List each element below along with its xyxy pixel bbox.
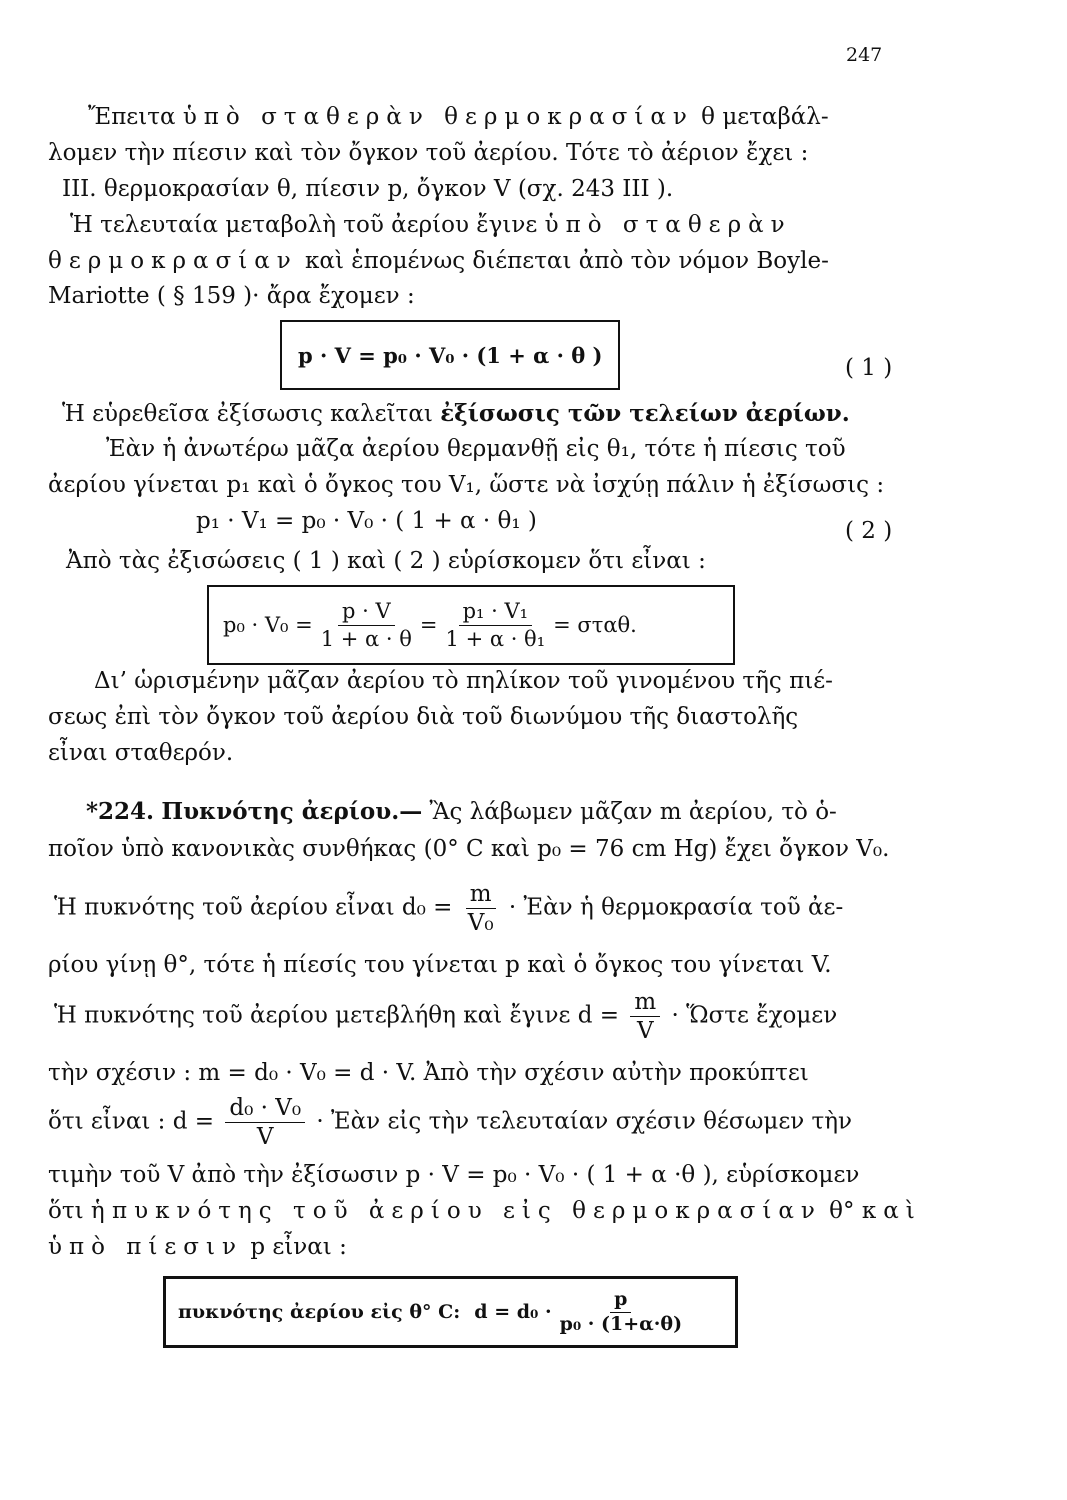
text-line: Mariotte ( § 159 )· ἄρα ἔχομεν : <box>48 283 415 309</box>
bold-term: ἐξίσωσις τῶν τελείων ἀερίων. <box>440 400 850 427</box>
text-line <box>70 212 792 238</box>
fraction-numerator: p · V <box>338 600 395 625</box>
text-run: ὅτι ἡ <box>48 1198 112 1224</box>
text-line <box>88 104 829 130</box>
text-run: ὅτι εἶναι : d = <box>48 1108 215 1135</box>
fraction-denominator: p₀ · (1+α·θ) <box>559 1312 683 1335</box>
text-line: τιμὴν τοῦ V ἀπὸ τὴν ἐξίσωσιν p · V = p₀ · V₀ · ( 1 + α ·θ ), εὑρίσκομεν <box>48 1162 860 1188</box>
fraction-denominator: 1 + α · θ <box>320 626 412 651</box>
text-run: Ἡ τελευταία μεταβολὴ τοῦ ἀερίου ἔγινε <box>70 212 545 238</box>
text-line: ρίου γίνῃ θ°, τότε ἡ πίεσίς του γίνεται p καὶ ὁ ὄγκος του γίνεται V. <box>48 952 832 978</box>
fraction-numerator: d₀ · V₀ <box>225 1096 305 1123</box>
text-line <box>48 1234 347 1260</box>
equation-lhs: p₀ · V₀ = <box>223 613 313 637</box>
fraction-numerator: p <box>610 1290 631 1313</box>
equation-text: p · V = p₀ · V₀ · (1 + α · θ ) <box>298 342 603 368</box>
spaced-text: καὶ <box>861 1198 922 1224</box>
equation-box-3 <box>207 585 735 665</box>
fraction <box>556 1287 686 1335</box>
text-line: III. θερμοκρασίαν θ, πίεσιν p, ὄγκον V (σχ. 243 III ). <box>62 176 674 202</box>
text-run: Ἂς λάβωμεν μᾶζαν m ἀερίου, τὸ ὁ- <box>422 799 837 825</box>
spaced-text: ὑπὸ σταθερὰν θερμοκρασίαν <box>182 104 694 130</box>
fraction-numerator: m <box>466 882 496 909</box>
density-formula-box <box>163 1276 738 1348</box>
equation-box-1 <box>280 320 620 390</box>
equation-rhs: = σταθ. <box>553 613 637 637</box>
section-title: Πυκνότης ἀερίου.— <box>161 798 423 825</box>
equals-sign: = <box>419 613 438 637</box>
text-run: Ἡ εὑρεθεῖσα ἐξίσωσις καλεῖται <box>62 401 441 427</box>
fraction-denominator: V <box>636 1018 654 1045</box>
spaced-text: θερμοκρασίαν <box>48 248 298 274</box>
text-run: p εἶναι : <box>243 1234 347 1260</box>
equation-line-2: p₁ · V₁ = p₀ · V₀ · ( 1 + α · θ₁ ) <box>196 508 537 534</box>
formula-lhs: d = d₀ · <box>474 1301 552 1323</box>
fraction-denominator: 1 + α · θ₁ <box>445 626 546 651</box>
fraction-numerator: p₁ · V₁ <box>459 600 532 625</box>
equation-number: ( 1 ) <box>845 355 893 381</box>
text-line: σεως ἐπὶ τὸν ὄγκον τοῦ ἀερίου διὰ τοῦ διωνύμου τῆς διαστολῆς <box>48 704 799 730</box>
text-run: Ἡ πυκνότης τοῦ ἀερίου εἶναι d₀ = <box>54 894 453 921</box>
text-line: τὴν σχέσιν : m = d₀ · V₀ = d · V. Ἀπὸ τὴν σχέσιν αὐτὴν προκύπτει <box>48 1060 809 1086</box>
text-line <box>62 400 850 427</box>
text-run: θ° <box>821 1198 862 1224</box>
text-line: ποῖον ὑπὸ κανονικὰς συνθήκας (0° C καὶ p₀ = 76 cm Hg) ἔχει ὄγκον V₀. <box>48 836 890 862</box>
section-number: *224. <box>86 798 155 825</box>
text-line: Ἀπὸ τὰς ἐξισώσεις ( 1 ) καὶ ( 2 ) εὑρίσκομεν ὅτι εἶναι : <box>66 548 706 574</box>
section-heading-line <box>86 798 837 825</box>
text-run: · Ἐὰν ἡ θερμοκρασία τοῦ ἀε- <box>508 894 844 921</box>
fraction <box>464 882 498 935</box>
text-line <box>48 248 829 274</box>
text-line <box>48 1198 922 1224</box>
spaced-text: ὑπὸ σταθερὰν <box>544 212 792 238</box>
text-run: · Ἐὰν εἰς τὴν τελευταίαν σχέσιν θέσωμεν τὴν <box>316 1108 853 1135</box>
text-line <box>54 882 843 935</box>
text-line: εἶναι σταθερόν. <box>48 740 234 766</box>
fraction <box>442 600 550 649</box>
spaced-text: ὑπὸ πίεσιν <box>48 1234 244 1260</box>
text-line <box>48 1096 852 1149</box>
fraction <box>225 1096 305 1149</box>
text-line: Ἐὰν ἡ ἀνωτέρω μᾶζα ἀερίου θερμανθῇ εἰς θ₁, τότε ἡ πίεσις τοῦ <box>106 436 846 462</box>
fraction-denominator: V₀ <box>467 910 494 937</box>
fraction-denominator: V <box>256 1124 274 1151</box>
text-line: Δι’ ὡρισμένην μᾶζαν ἀερίου τὸ πηλίκον τοῦ γινομένου τῆς πιέ- <box>94 668 833 694</box>
text-line: ἀερίου γίνεται p₁ καὶ ὁ ὄγκος του V₁, ὥστε νὰ ἰσχύῃ πάλιν ἡ ἐξίσωσις : <box>48 472 885 498</box>
spaced-text: πυκνότης τοῦ ἀερίου εἰς θερμοκρασίαν <box>112 1198 822 1224</box>
fraction-numerator: m <box>630 990 660 1017</box>
text-run: Ἡ πυκνότης τοῦ ἀερίου μετεβλήθη καὶ ἔγινε d = <box>54 1002 620 1029</box>
text-line: λομεν τὴν πίεσιν καὶ τὸν ὄγκον τοῦ ἀερίου. Τότε τὸ ἀέριον ἔχει : <box>48 140 809 166</box>
text-run: · Ὥστε ἔχομεν <box>671 1002 838 1029</box>
text-line <box>54 990 837 1043</box>
formula-label: πυκνότης ἀερίου εἰς θ° C: <box>178 1301 461 1323</box>
page-number: 247 <box>846 44 883 66</box>
fraction <box>317 600 416 649</box>
text-run: καὶ ἑπομένως διέπεται ἀπὸ τὸν νόμον Boyle- <box>297 248 829 274</box>
fraction <box>630 990 660 1043</box>
text-run: θ μεταβάλ- <box>693 104 829 130</box>
equation-number: ( 2 ) <box>845 518 893 544</box>
text-run: Ἔπειτα <box>88 104 183 130</box>
